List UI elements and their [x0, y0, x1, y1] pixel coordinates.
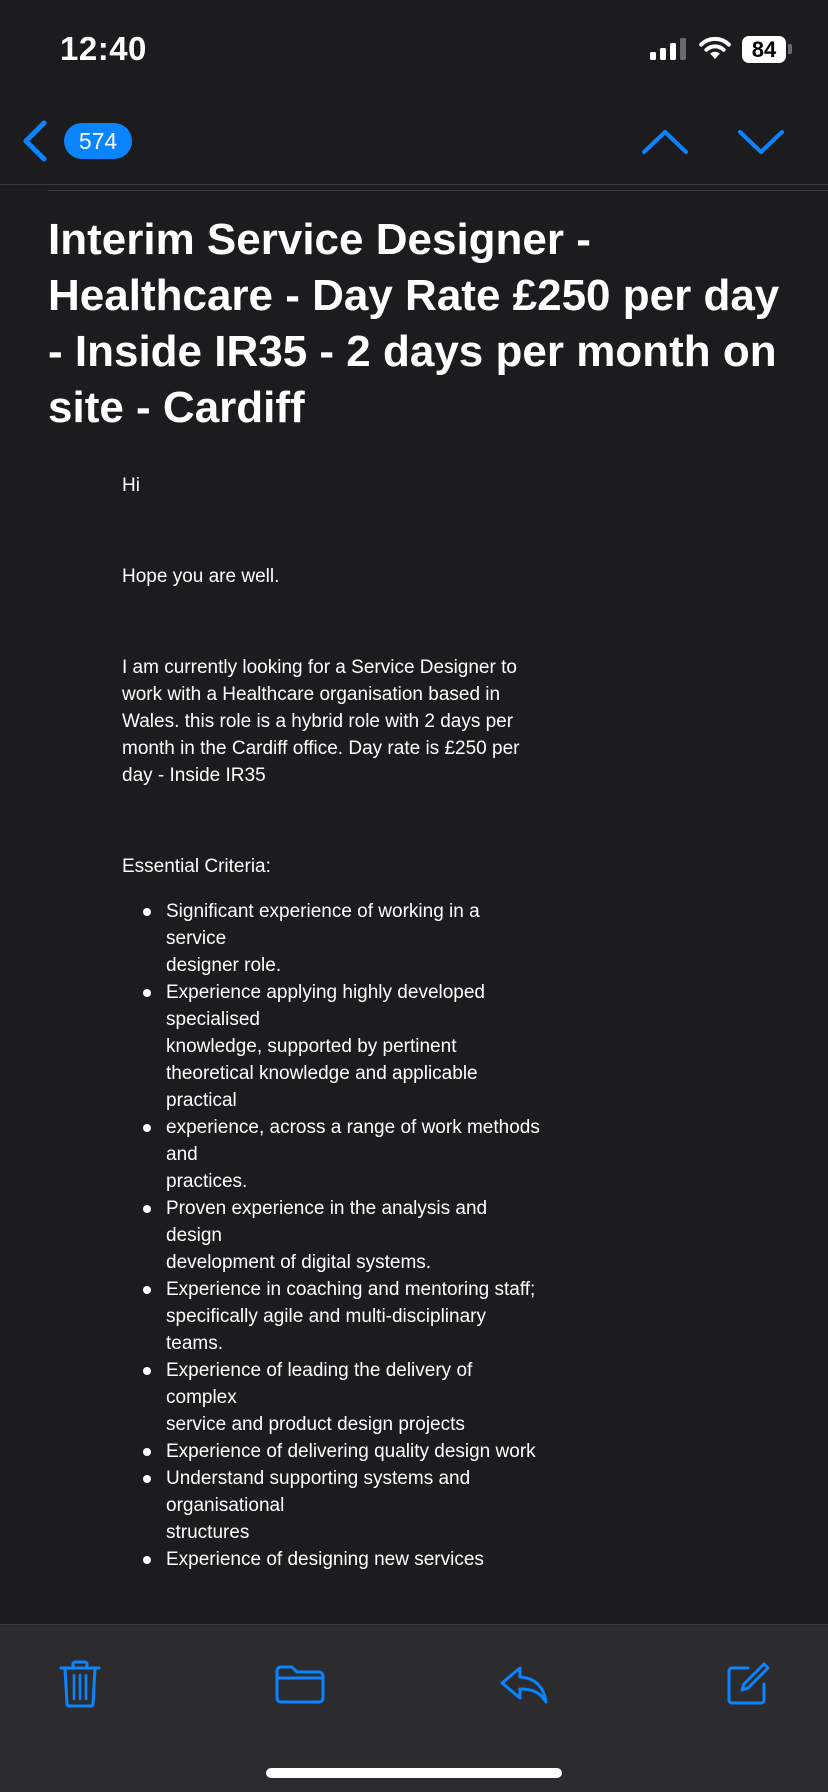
hope-text: Hope you are well. [122, 566, 280, 587]
list-item-line: service and product design projects [166, 1414, 465, 1435]
intro-paragraph: I am currently looking for a Service Designer to work with a Healthcare organisation based in Wales. this role is a hybrid role with 2 days per month in the Cardiff office. Day rate is £250 per day - Inside IR35 [122, 657, 520, 786]
list-item [166, 1438, 542, 1465]
reply-icon [498, 1662, 550, 1706]
list-item-line: specifically agile and multi-disciplinary teams. [166, 1306, 486, 1354]
reply-button[interactable] [494, 1654, 554, 1714]
nav-divider [0, 184, 828, 185]
list-item-line: structures [166, 1522, 250, 1543]
list-item-line: designer role. [166, 955, 282, 976]
previous-message-button[interactable] [640, 122, 690, 162]
list-item-line: Experience in coaching and mentoring staff; [166, 1279, 536, 1300]
list-item-line: Experience of leading the delivery of complex [166, 1360, 473, 1408]
battery-icon [742, 36, 792, 63]
list-item-line: practices. [166, 1171, 248, 1192]
list-item [166, 1195, 542, 1276]
list-item [166, 1357, 542, 1438]
next-message-button[interactable] [736, 122, 786, 162]
email-subject: Interim Service Designer - Healthcare - Day Rate £250 per day - Inside IR35 - 2 days per month on site - Cardiff [48, 215, 780, 432]
header-divider [48, 190, 828, 191]
criteria-heading: Essential Criteria: [122, 856, 271, 877]
list-item [166, 1465, 542, 1546]
trash-icon [58, 1659, 102, 1709]
chevron-down-icon [736, 122, 786, 162]
list-item [166, 898, 542, 979]
status-bar [0, 0, 828, 100]
list-item [166, 1114, 542, 1195]
list-item-line: Experience of delivering quality design work [166, 1441, 536, 1462]
nav-bar [0, 100, 828, 184]
list-item [166, 979, 542, 1114]
chevron-left-icon [20, 119, 50, 163]
list-item [166, 1546, 542, 1573]
compose-button[interactable] [718, 1654, 778, 1714]
list-item [166, 1276, 542, 1357]
battery-level: 84 [742, 36, 786, 63]
greeting-text: Hi [122, 475, 140, 496]
cellular-signal-icon [650, 38, 686, 60]
list-item-line: Experience of designing new services [166, 1549, 484, 1570]
compose-icon [724, 1660, 772, 1708]
chevron-up-icon [640, 122, 690, 162]
status-indicators [650, 34, 792, 64]
list-item-line: Experience applying highly developed specialised [166, 982, 486, 1030]
move-to-folder-button[interactable] [270, 1654, 330, 1714]
back-button[interactable] [20, 116, 140, 166]
home-indicator[interactable] [266, 1768, 562, 1778]
list-item-line: development of digital systems. [166, 1252, 432, 1273]
list-item-line: Significant experience of working in a service [166, 901, 480, 949]
status-time: 12:40 [60, 30, 147, 67]
criteria-list [122, 898, 542, 1573]
wifi-icon [698, 36, 732, 62]
list-item-line: knowledge, supported by pertinent theoretical knowledge and applicable practical [166, 1036, 478, 1111]
trash-button[interactable] [50, 1654, 110, 1714]
list-item-line: Proven experience in the analysis and design [166, 1198, 488, 1246]
email-body [122, 472, 542, 1573]
bottom-toolbar [0, 1624, 828, 1792]
unread-count-badge: 574 [64, 123, 132, 159]
list-item-line: experience, across a range of work methods and [166, 1117, 540, 1165]
folder-icon [274, 1663, 326, 1705]
list-item-line: Understand supporting systems and organisational [166, 1468, 471, 1516]
